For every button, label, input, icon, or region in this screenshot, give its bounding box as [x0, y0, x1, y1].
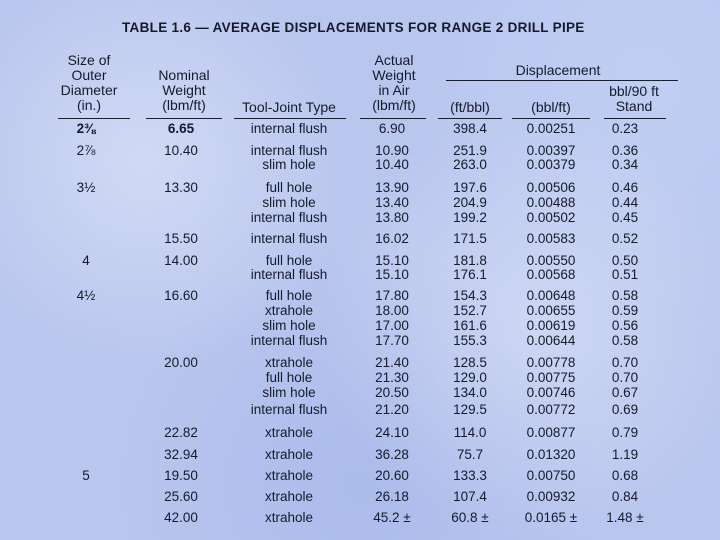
header-rule: [360, 118, 426, 119]
cell-actual-weight: 24.10: [375, 425, 409, 440]
cell-stand: 0.50: [611, 253, 639, 268]
cell-actual-weight: 17.00: [375, 318, 409, 333]
cell-ft-bbl: 75.7: [456, 447, 484, 462]
cell-ft-bbl: 114.0: [453, 425, 487, 440]
cell-bbl-ft: 0.00619: [526, 318, 576, 333]
cell-ft-bbl: 251.9: [453, 143, 487, 158]
cell-actual-weight: 26.18: [375, 489, 409, 504]
cell-bbl-ft: 0.00550: [526, 253, 576, 268]
cell-bbl-ft: 0.00502: [526, 210, 576, 225]
cell-ft-bbl: 181.8: [453, 253, 487, 268]
cell-bbl-ft: 0.00932: [526, 489, 576, 504]
cell-bbl-ft: 0.00877: [526, 425, 576, 440]
cell-tool-joint: internal flush: [250, 402, 328, 417]
cell-tool-joint: internal flush: [250, 121, 328, 136]
cell-actual-weight: 21.20: [375, 402, 409, 417]
cell-actual-weight: 17.80: [375, 288, 409, 303]
cell-ft-bbl: 398.4: [453, 121, 487, 136]
cell-stand: 0.79: [611, 425, 639, 440]
cell-stand: 0.58: [611, 288, 639, 303]
cell-bbl-ft: 0.00775: [526, 370, 576, 385]
header-rule: [438, 118, 502, 119]
header-size-line: Outer: [71, 67, 107, 83]
cell-size: 2⅞: [76, 143, 96, 158]
cell-actual-weight: 18.00: [375, 303, 409, 318]
cell-ft-bbl: 129.0: [453, 370, 487, 385]
cell-ft-bbl: 154.3: [453, 288, 487, 303]
table-title: TABLE 1.6 — AVERAGE DISPLACEMENTS FOR RANGE 2 DRILL PIPE: [122, 20, 585, 35]
header-nominal-line: Weight: [162, 82, 206, 98]
cell-tool-joint: xtrahole: [264, 447, 314, 462]
cell-stand: 1.48 ±: [606, 510, 644, 525]
cell-actual-weight: 45.2 ±: [373, 510, 411, 525]
cell-bbl-ft: 0.00583: [526, 231, 576, 246]
cell-stand: 0.45: [611, 210, 639, 225]
cell-actual-weight: 20.50: [375, 385, 409, 400]
cell-actual-weight: 16.02: [375, 231, 409, 246]
cell-ft-bbl: 197.6: [453, 180, 487, 195]
cell-size: 4½: [76, 288, 96, 303]
cell-ft-bbl: 107.4: [453, 489, 487, 504]
cell-tool-joint: slim hole: [262, 318, 316, 333]
cell-ft-bbl: 263.0: [453, 157, 487, 172]
header-nominal-line: (lbm/ft): [162, 97, 206, 113]
cell-tool-joint: internal flush: [250, 143, 328, 158]
cell-actual-weight: 15.10: [375, 253, 409, 268]
header-ft-bbl: (ft/bbl): [450, 99, 490, 115]
cell-actual-weight: 13.40: [375, 195, 409, 210]
cell-actual-weight: 36.28: [375, 447, 409, 462]
cell-bbl-ft: 0.00488: [526, 195, 576, 210]
cell-ft-bbl: 155.3: [453, 333, 487, 348]
cell-actual-weight: 10.90: [375, 143, 409, 158]
cell-tool-joint: xtrahole: [264, 468, 314, 483]
cell-bbl-ft: 0.00251: [526, 121, 576, 136]
cell-nominal-weight: 42.00: [164, 510, 198, 525]
header-stand: [596, 84, 672, 114]
cell-bbl-ft: 0.01320: [526, 447, 576, 462]
cell-stand: 0.59: [611, 303, 639, 318]
header-stand-line: bbl/90 ft: [609, 83, 659, 99]
cell-stand: 0.67: [611, 385, 639, 400]
cell-tool-joint: full hole: [265, 180, 313, 195]
cell-ft-bbl: 152.7: [453, 303, 487, 318]
cell-nominal-weight: 15.50: [164, 231, 198, 246]
cell-nominal-weight: 10.40: [164, 143, 198, 158]
cell-tool-joint: internal flush: [250, 210, 328, 225]
cell-actual-weight: 21.30: [375, 370, 409, 385]
header-nominal-weight: [146, 68, 222, 113]
header-rule: [58, 118, 130, 119]
cell-stand: 0.69: [611, 402, 639, 417]
cell-tool-joint: full hole: [265, 288, 313, 303]
cell-ft-bbl: 60.8 ±: [451, 510, 489, 525]
cell-actual-weight: 10.40: [375, 157, 409, 172]
cell-bbl-ft: 0.00746: [526, 385, 576, 400]
cell-tool-joint: xtrahole: [264, 489, 314, 504]
cell-tool-joint: slim hole: [262, 195, 316, 210]
displacement-rule: [446, 80, 678, 81]
header-nominal-line: Nominal: [158, 67, 210, 83]
cell-tool-joint: xtrahole: [264, 303, 314, 318]
cell-stand: 0.36: [611, 143, 639, 158]
cell-nominal-weight: 16.60: [164, 288, 198, 303]
cell-stand: 0.23: [611, 121, 639, 136]
cell-bbl-ft: 0.00379: [526, 157, 576, 172]
header-actual-line: in Air: [378, 82, 410, 98]
cell-ft-bbl: 161.6: [453, 318, 487, 333]
cell-nominal-weight: 20.00: [164, 355, 198, 370]
cell-tool-joint: xtrahole: [264, 355, 314, 370]
cell-stand: 0.44: [611, 195, 639, 210]
cell-actual-weight: 17.70: [375, 333, 409, 348]
cell-stand: 0.46: [611, 180, 639, 195]
cell-nominal-weight: 13.30: [164, 180, 198, 195]
cell-bbl-ft: 0.00568: [526, 267, 576, 282]
header-displacement: Displacement: [515, 62, 601, 78]
cell-nominal-weight: 14.00: [164, 253, 198, 268]
cell-actual-weight: 13.90: [375, 180, 409, 195]
header-rule: [512, 118, 590, 119]
cell-stand: 0.58: [611, 333, 639, 348]
header-tool-joint-line: Tool-Joint Type: [242, 99, 336, 115]
cell-nominal-weight: 32.94: [164, 447, 198, 462]
cell-actual-weight: 20.60: [375, 468, 409, 483]
cell-stand: 0.68: [611, 468, 639, 483]
cell-ft-bbl: 199.2: [453, 210, 487, 225]
header-actual-line: Weight: [372, 67, 416, 83]
cell-size: 2⅜: [76, 121, 96, 136]
header-tool-joint: [230, 100, 348, 115]
cell-tool-joint: full hole: [265, 253, 313, 268]
cell-ft-bbl: 176.1: [453, 267, 487, 282]
cell-tool-joint: xtrahole: [264, 510, 314, 525]
cell-size: 3½: [76, 180, 96, 195]
cell-size: 5: [82, 468, 90, 483]
cell-ft-bbl: 128.5: [453, 355, 487, 370]
cell-bbl-ft: 0.00644: [526, 333, 576, 348]
cell-tool-joint: internal flush: [250, 267, 328, 282]
cell-tool-joint: internal flush: [250, 333, 328, 348]
header-actual-line: Actual: [374, 52, 414, 68]
cell-nominal-weight: 19.50: [164, 468, 198, 483]
header-size-line: (in.): [76, 97, 102, 113]
cell-actual-weight: 6.90: [378, 121, 406, 136]
cell-stand: 0.51: [611, 267, 639, 282]
header-actual-weight: [362, 53, 426, 113]
header-size: [56, 53, 122, 113]
header-rule: [146, 118, 222, 119]
cell-bbl-ft: 0.00397: [526, 143, 576, 158]
cell-nominal-weight: 6.65: [167, 121, 195, 136]
cell-stand: 0.56: [611, 318, 639, 333]
cell-stand: 0.70: [611, 355, 639, 370]
header-actual-line: (lbm/ft): [372, 97, 416, 113]
cell-bbl-ft: 0.00506: [526, 180, 576, 195]
cell-stand: 0.84: [611, 489, 639, 504]
cell-size: 4: [82, 253, 90, 268]
header-size-line: Diameter: [60, 82, 118, 98]
cell-nominal-weight: 25.60: [164, 489, 198, 504]
cell-nominal-weight: 22.82: [164, 425, 198, 440]
cell-bbl-ft: 0.00778: [526, 355, 576, 370]
cell-bbl-ft: 0.00772: [526, 402, 576, 417]
header-bbl-ft: (bbl/ft): [531, 99, 571, 115]
header-rule: [234, 118, 346, 119]
cell-ft-bbl: 204.9: [453, 195, 487, 210]
header-rule: [604, 118, 666, 119]
cell-bbl-ft: 0.00655: [526, 303, 576, 318]
cell-bbl-ft: 0.00648: [526, 288, 576, 303]
cell-tool-joint: slim hole: [262, 157, 316, 172]
cell-bbl-ft: 0.00750: [526, 468, 576, 483]
cell-ft-bbl: 134.0: [453, 385, 487, 400]
cell-ft-bbl: 171.5: [453, 231, 487, 246]
cell-stand: 0.34: [611, 157, 639, 172]
cell-tool-joint: full hole: [265, 370, 313, 385]
cell-ft-bbl: 129.5: [453, 402, 487, 417]
header-size-line: Size of: [67, 52, 111, 68]
cell-actual-weight: 15.10: [375, 267, 409, 282]
cell-stand: 0.52: [611, 231, 639, 246]
cell-tool-joint: internal flush: [250, 231, 328, 246]
cell-stand: 1.19: [611, 447, 639, 462]
cell-tool-joint: xtrahole: [264, 425, 314, 440]
cell-actual-weight: 13.80: [375, 210, 409, 225]
cell-stand: 0.70: [611, 370, 639, 385]
cell-ft-bbl: 133.3: [453, 468, 487, 483]
cell-tool-joint: slim hole: [262, 385, 316, 400]
cell-actual-weight: 21.40: [375, 355, 409, 370]
cell-bbl-ft: 0.0165 ±: [524, 510, 578, 525]
header-stand-line: Stand: [615, 98, 653, 114]
